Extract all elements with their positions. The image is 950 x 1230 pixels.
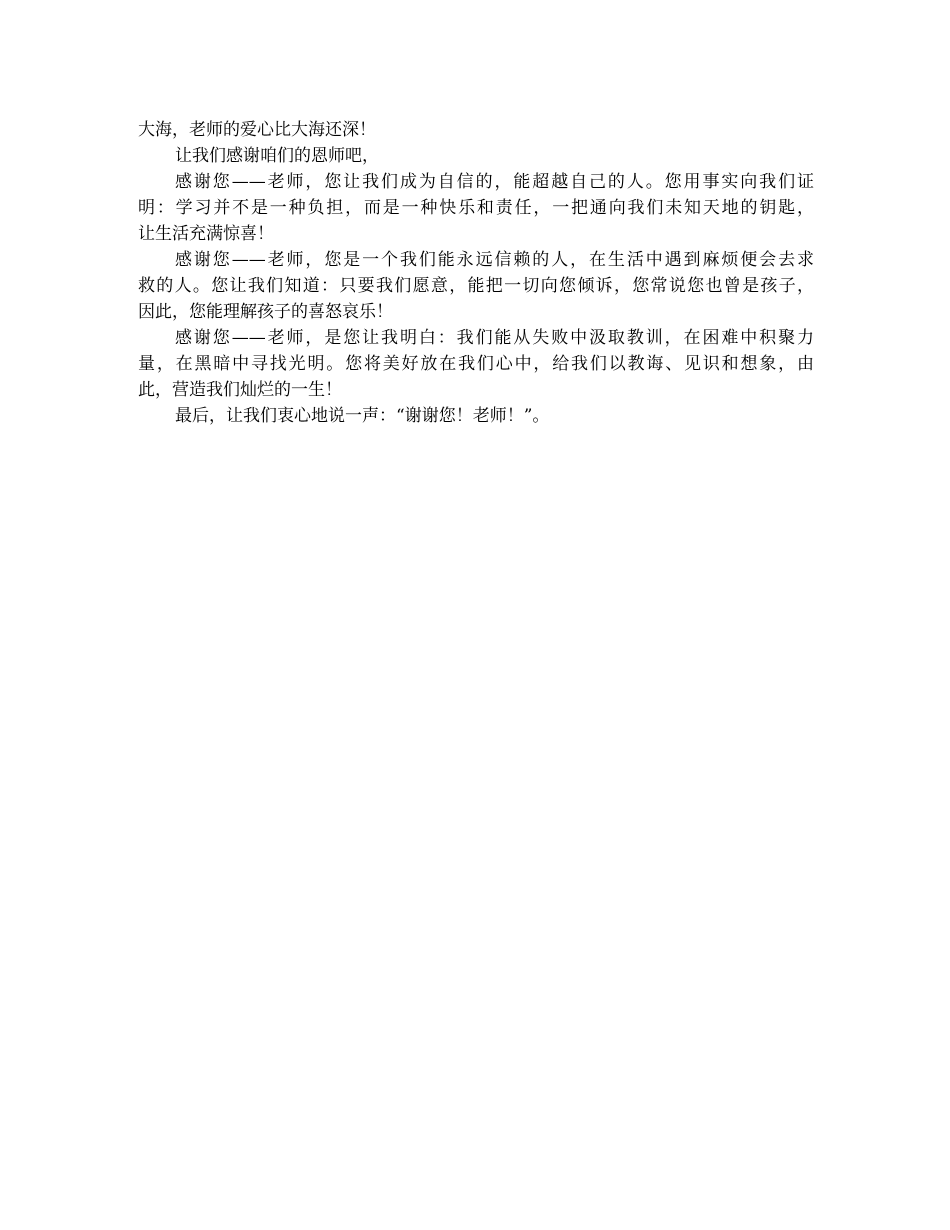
paragraph-line: 量，在黑暗中寻找光明。您将美好放在我们心中，给我们以教诲、见识和想象，由 (138, 354, 814, 374)
document-body (138, 117, 814, 429)
paragraph-line: 大海，老师的爱心比大海还深！ (138, 120, 376, 140)
paragraph-line: 让生活充满惊喜！ (138, 224, 274, 244)
paragraph-line: 明：学习并不是一种负担，而是一种快乐和责任，一把通向我们未知天地的钥匙， (138, 198, 814, 218)
paragraph-line: 感谢您——老师，是您让我明白：我们能从失败中汲取教训，在困难中积聚力 (175, 328, 814, 348)
paragraph-line: 让我们感谢咱们的恩师吧， (175, 146, 379, 166)
paragraph-line: 此，营造我们灿烂的一生！ (138, 380, 342, 400)
paragraph-line: 救的人。您让我们知道：只要我们愿意，能把一切向您倾诉，您常说您也曾是孩子， (138, 276, 814, 296)
paragraph-line: 感谢您——老师，您是一个我们能永远信赖的人，在生活中遇到麻烦便会去求 (175, 250, 814, 270)
paragraph-line: 感谢您——老师，您让我们成为自信的，能超越自己的人。您用事实向我们证 (175, 172, 814, 192)
paragraph-line: 因此，您能理解孩子的喜怒哀乐！ (138, 302, 393, 322)
paragraph-line: 最后，让我们衷心地说一声：“谢谢您！老师！”。 (175, 406, 550, 426)
